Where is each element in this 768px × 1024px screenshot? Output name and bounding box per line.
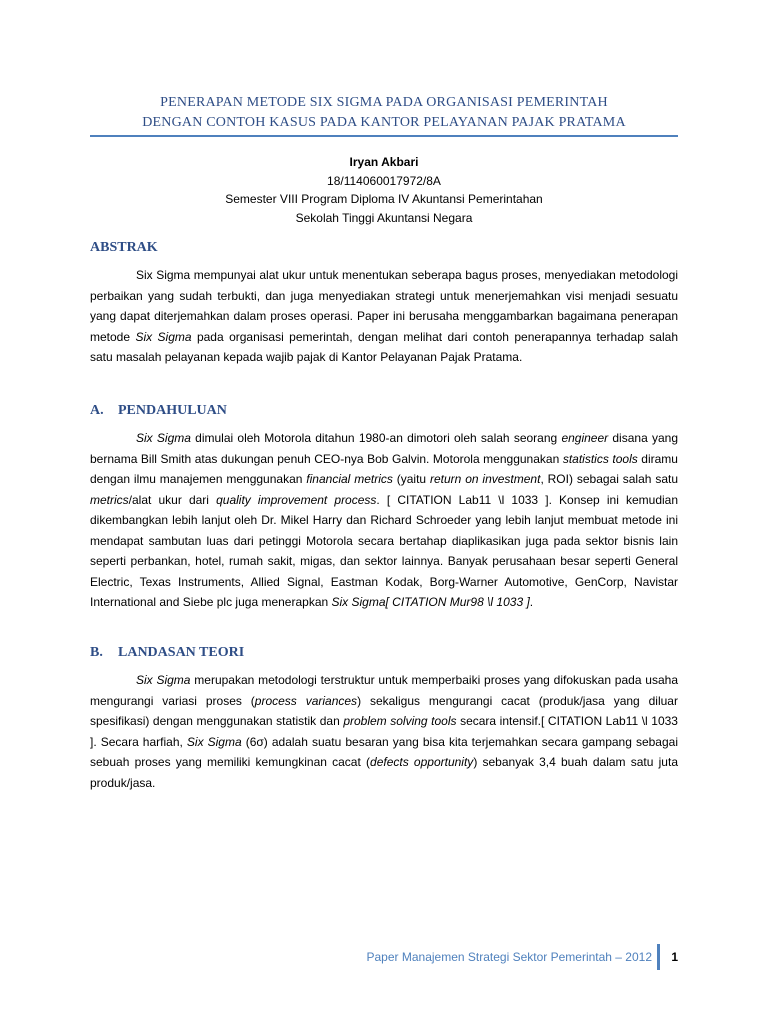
- footer-text: Paper Manajemen Strategi Sektor Pemerintah – 2012: [366, 950, 652, 964]
- text-run-italic: Six Sigma: [136, 431, 191, 445]
- pendahuluan-heading: [90, 403, 227, 419]
- text-run-italic: problem solving tools: [343, 714, 457, 728]
- text-run-italic: return on investment: [429, 472, 541, 486]
- text-run-italic: Six Sigma: [135, 329, 192, 344]
- title-rule: [90, 135, 678, 137]
- page-footer: [90, 944, 678, 970]
- author-block: [90, 153, 678, 227]
- text-run: dimulai oleh Motorola ditahun 1980-an dimotori oleh salah seorang: [190, 431, 562, 445]
- text-run-italic: statistics tools: [562, 451, 638, 466]
- section-number: A.: [90, 403, 104, 418]
- pendahuluan-paragraph: [90, 428, 678, 613]
- abstrak-heading: ABSTRAK: [90, 240, 158, 255]
- title-line-1: PENERAPAN METODE SIX SIGMA PADA ORGANISASI PEMERINTAH: [160, 95, 608, 110]
- text-run: pada organisasi pemerintah, dengan melihat dari contoh penerapannya terhadap salah satu masalah pelayanan kepada wajib pajak di Kantor Pelayanan Pajak Pratama.: [90, 329, 678, 364]
- text-run-italic: Six Sigma: [136, 673, 191, 687]
- paper-title: [90, 93, 678, 133]
- text-run: diramu dengan ilmu manajemen menggunakan: [90, 451, 678, 486]
- author-name: Iryan Akbari: [349, 155, 419, 169]
- text-run-italic: quality improvement process: [216, 492, 377, 507]
- section-title: PENDAHULUAN: [118, 403, 227, 418]
- abstrak-paragraph: [90, 265, 678, 368]
- text-run: , ROI) sebagai salah satu: [540, 472, 678, 486]
- footer-divider: [657, 944, 660, 970]
- text-run: secara intensif.[ CITATION Lab11 \l 1033 ]. Secara harfiah,: [90, 714, 678, 749]
- text-run: /alat ukur dari: [128, 492, 217, 507]
- author-school: Sekolah Tinggi Akuntansi Negara: [295, 210, 473, 225]
- text-run-italic: financial metrics: [306, 472, 393, 486]
- text-run: (6σ) adalah suatu besaran yang bisa kita terjemahkan secara gampang sebagai sebuah proses yang memiliki kemungkinan cacat (: [90, 734, 678, 769]
- text-run: . [ CITATION Lab11 \l 1033 ]. Konsep ini kemudian dikembangkan lebih lanjut oleh Dr. Mikel Harry dan Richard Schroeder yang lebih lanjut membuat metode ini mendapat sambutan luas dari petinggi Motorola secara bertahap diaplikasikan juga pada sektor bisnis lain seperti perbankan, hotel, rumah sakit, migas, dan sektor lainnya. Banyak perusahaan besar seperti General Electric, Texas Instruments, Allied Signal, Eastman Kodak, Borg-Warner Automotive, GenCorp, Navistar International and Siebe plc juga menerapkan: [90, 492, 679, 609]
- text-run-italic: process variances: [254, 693, 358, 708]
- text-run-italic: Six Sigma[ CITATION Mur98 \l 1033 ]: [331, 595, 530, 609]
- text-run-italic: defects opportunity: [370, 755, 474, 769]
- text-run-italic: engineer: [561, 431, 609, 445]
- section-title: LANDASAN TEORI: [118, 645, 245, 660]
- text-run: (yaitu: [392, 472, 430, 486]
- text-run: disana yang bernama Bill Smith atas dukungan penuh CEO-nya Bob Galvin. Motorola menggunakan: [90, 431, 678, 466]
- text-run-italic: metrics: [90, 492, 129, 507]
- text-run: merupakan metodologi terstruktur untuk memperbaiki proses yang difokuskan pada usaha mengurangi variasi proses (: [90, 673, 678, 708]
- author-id: 18/114060017972/8A: [327, 173, 441, 188]
- text-run: ) sebanyak 3,4 buah dalam satu juta produk/jasa.: [90, 755, 678, 790]
- text-run-italic: Six Sigma: [186, 734, 242, 749]
- author-program: Semester VIII Program Diploma IV Akuntansi Pemerintahan: [225, 192, 543, 206]
- text-run: Six Sigma mempunyai alat ukur untuk menentukan seberapa bagus proses, menyediakan metodologi perbaikan yang sudah terbukti, dan juga menyediakan strategi untuk menerjemahkan visi menjadi sesuatu yang dapat diterjemahkan dalam proses operasi. Paper ini berusaha menggambarkan bagaimana penerapan metode: [90, 268, 678, 344]
- landasan-paragraph: [90, 670, 678, 793]
- landasan-heading: [90, 645, 244, 661]
- text-run: .: [529, 595, 534, 609]
- title-line-2: DENGAN CONTOH KASUS PADA KANTOR PELAYANAN PAJAK PRATAMA: [142, 115, 626, 130]
- text-run: ) sekaligus mengurangi cacat (produk/jasa yang diluar spesifikasi) dengan menggunakan statistik dan: [90, 693, 678, 728]
- page-number: 1: [671, 950, 678, 964]
- section-number: B.: [90, 645, 103, 660]
